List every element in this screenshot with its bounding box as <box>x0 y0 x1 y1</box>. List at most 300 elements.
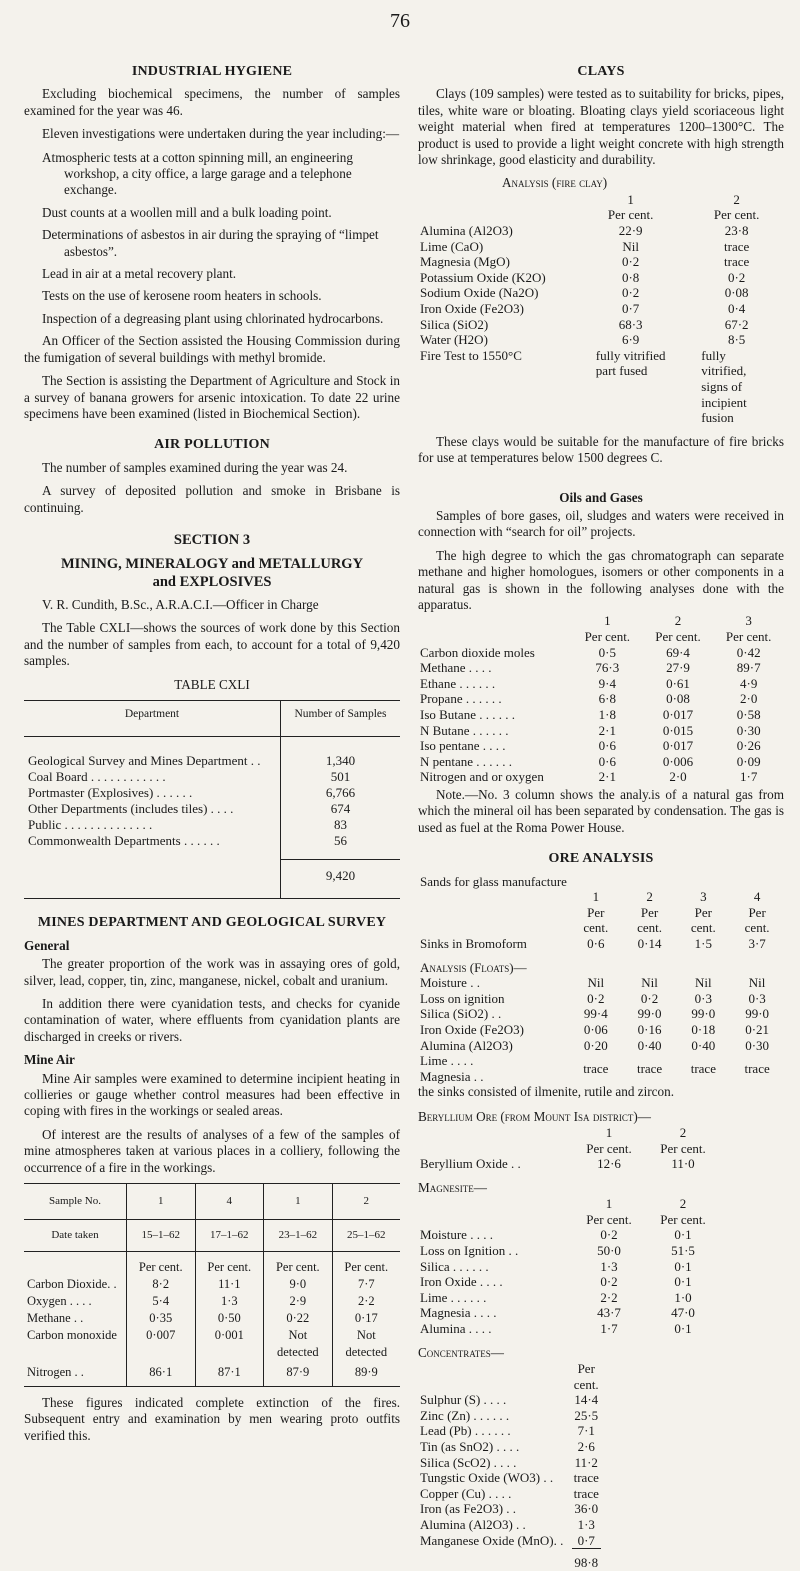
investigation-item: Determinations of asbestos in air during the spraying of “limpet asbestos”. <box>42 227 379 259</box>
sample-no: 2 <box>332 1184 400 1220</box>
cell: 51·5 <box>671 1243 695 1259</box>
cell: 0·2 <box>727 269 746 285</box>
oils-p2: The high degree to which the gas chromatograph can separate methane and higher homologues, isomers or other components in a natural gas is shown in the following analyses done with the apparatus. <box>418 547 784 612</box>
sands-table <box>418 874 784 1085</box>
cell: 1·7 <box>739 769 758 785</box>
cell: 0·7 <box>572 1533 601 1549</box>
table-row <box>24 1327 400 1344</box>
cell: 0·7 <box>621 301 640 316</box>
unit-label: Per cent. <box>660 1140 706 1156</box>
cell: 0·30 <box>736 722 761 738</box>
col-header: 2 <box>733 191 740 207</box>
cell: 0·58 <box>736 706 761 722</box>
cell: 2·0 <box>739 691 758 707</box>
col-header: 2 <box>674 613 682 629</box>
section-3-p1: The Table CXLI—shows the sources of work done by this Section and the number of samples from each, to account for a total of 9,420 samples. <box>24 620 400 669</box>
row-label: Water (H2O) <box>420 332 488 348</box>
unit-label: cent. <box>583 920 609 936</box>
table-cxli <box>24 700 400 899</box>
page-number: 76 <box>390 10 410 32</box>
table-row <box>418 270 784 286</box>
col-number-of-samples: Number of Samples <box>281 700 401 736</box>
cell: 99·0 <box>691 1006 716 1022</box>
cell <box>195 1344 264 1361</box>
unit-label: Per cent. <box>195 1252 264 1277</box>
investigation-item: Atmospheric tests at a cotton spinning mill, an engineering workshop, a city office, a large garage and a telephone exchange. <box>42 149 353 198</box>
date-taken: 25–1–62 <box>332 1220 400 1252</box>
table-row <box>24 1276 400 1293</box>
cell: 0·61 <box>666 675 690 691</box>
cell: 0·08 <box>666 691 690 707</box>
industrial-p3: An Officer of the Section assisted the Housing Commission during the fumigation of several buildings with methyl bromide. <box>24 333 400 365</box>
samples-cell: 56 <box>281 833 401 860</box>
row-label: Methane . . . . <box>420 660 492 676</box>
row-label: Tin (as SnO2) . . . . <box>420 1439 520 1454</box>
investigation-item: Lead in air at a metal recovery plant. <box>42 266 237 282</box>
cell: 0·30 <box>745 1037 770 1053</box>
beryllium-label: Beryllium Ore (from Mount Isa district)— <box>418 1108 651 1124</box>
table-cxli-title: TABLE CXLI <box>174 676 250 692</box>
row-label: Zinc (Zn) . . . . . . <box>420 1407 510 1423</box>
table-row <box>418 1274 784 1290</box>
table-row <box>418 1243 784 1259</box>
cell: 50·0 <box>597 1243 621 1259</box>
unit-label: Per cent. <box>607 207 654 223</box>
table-row <box>418 691 784 707</box>
concentrates-label: Concentrates— <box>418 1344 504 1360</box>
cell: 86·1 <box>127 1361 196 1387</box>
row-label: N Butane . . . . . . <box>420 722 509 738</box>
samples-cell: 83 <box>281 817 401 833</box>
mines-p3: Mine Air samples were examined to determine incipient heating in collieries or gauge whether control measures had been effective in coping with fires in the workings or sealed areas. <box>24 1070 400 1119</box>
officer-in-charge: V. R. Cundith, B.Sc., A.R.A.C.I.—Officer in Charge <box>42 596 319 612</box>
cell: 2·1 <box>598 769 616 785</box>
row-label: Moisture . . <box>420 975 480 991</box>
cell: 1·7 <box>600 1321 618 1337</box>
table-row <box>418 1392 784 1408</box>
sample-no-header: Sample No. <box>24 1184 127 1220</box>
row-label: Silica (ScO2) . . . . <box>420 1454 517 1470</box>
row-label: Oxygen . . . . <box>27 1294 92 1309</box>
cell: 0·26 <box>736 738 761 754</box>
row-label: Lead (Pb) . . . . . . <box>420 1423 511 1439</box>
cell: 0·40 <box>637 1037 662 1053</box>
cell: 2·0 <box>669 769 687 785</box>
cell: 6·8 <box>598 691 616 707</box>
row-label <box>24 1344 127 1361</box>
cell: 0·2 <box>587 990 605 1006</box>
samples-total: 9,420 <box>281 860 401 899</box>
cell: trace <box>690 1060 716 1076</box>
cell: trace <box>636 1060 663 1076</box>
mines-department-heading: MINES DEPARTMENT AND GEOLOGICAL SURVEY <box>37 915 387 931</box>
unit-label: Per cent. <box>655 629 701 644</box>
clays-heading: CLAYS <box>577 64 625 79</box>
table-row <box>24 1361 400 1387</box>
row-label: Beryllium Oxide . . <box>420 1156 521 1172</box>
cell: 0·2 <box>600 1274 618 1290</box>
cell: 2·2 <box>600 1289 618 1305</box>
table-row <box>418 1455 784 1471</box>
cell: 0·2 <box>621 285 640 301</box>
table-row <box>418 1259 784 1275</box>
cell: Nil <box>641 975 658 991</box>
col-header: 2 <box>679 1125 687 1141</box>
cell: trace <box>573 1470 599 1486</box>
row-label: Iso pentane . . . . <box>420 738 506 754</box>
row-label: Sinks in Bromoform <box>420 935 527 951</box>
cell: 0·007 <box>127 1327 196 1344</box>
row-label: Lime . . . . <box>420 1053 474 1069</box>
cell: 0·3 <box>748 990 766 1006</box>
cell: 43·7 <box>597 1305 621 1321</box>
cell: 27·9 <box>666 660 690 676</box>
cell: 8·2 <box>127 1276 196 1293</box>
table-row <box>24 1344 400 1361</box>
cell: 3·7 <box>748 935 766 951</box>
table-row <box>418 991 784 1007</box>
fire-result: fully <box>701 347 726 363</box>
cell: detected <box>332 1344 400 1361</box>
row-label: Carbon monoxide <box>27 1328 117 1343</box>
row-label: Copper (Cu) . . . . <box>420 1485 512 1501</box>
cell: 1·3 <box>195 1293 264 1310</box>
cell: 0·5 <box>598 644 616 660</box>
air-p1: The number of samples examined during the year was 24. <box>42 459 348 475</box>
sample-no: 1 <box>264 1184 333 1220</box>
col-header: 1 <box>604 613 611 629</box>
table-row <box>418 1408 784 1424</box>
cell: Not <box>264 1327 333 1344</box>
cell: Nil <box>587 975 605 991</box>
unit-label: Per cent. <box>725 629 772 644</box>
row-label: Silica (SiO2) . . <box>420 1006 502 1022</box>
beryllium-table <box>418 1125 784 1172</box>
cell: 7·7 <box>332 1276 400 1293</box>
row-label: Iso Butane . . . . . . <box>420 706 515 722</box>
table-row <box>418 676 784 692</box>
unit-label: Per cent. <box>573 1361 599 1392</box>
cell: 0·2 <box>621 254 640 270</box>
cell: 76·3 <box>595 660 620 676</box>
concentrates-table <box>418 1361 784 1571</box>
table-row <box>418 975 784 991</box>
cell: 0·3 <box>694 990 713 1006</box>
cell: 0·18 <box>691 1021 716 1037</box>
unit-label: cent. <box>744 920 770 936</box>
row-label: Nitrogen and or oxygen <box>420 769 544 785</box>
cell: 0·17 <box>332 1310 400 1327</box>
col-header: 2 <box>646 889 653 905</box>
cell: 8·5 <box>727 332 746 348</box>
table-row <box>418 223 784 239</box>
table-row <box>418 645 784 661</box>
sample-no: 4 <box>195 1184 264 1220</box>
row-label: Magnesia . . <box>420 1068 484 1084</box>
cell: 1·5 <box>694 935 713 951</box>
table-row <box>418 1423 784 1439</box>
section-3-subheading: MINING, MINERALOGY and METALLURGY <box>60 555 364 572</box>
cell: trace <box>724 238 750 254</box>
cell: trace <box>724 254 750 270</box>
clay-analysis-label: Analysis (fire clay) <box>502 175 608 191</box>
fire-result: vitrified, <box>701 363 747 379</box>
row-label: Sodium Oxide (Na2O) <box>420 285 539 301</box>
row-label: Alumina . . . . <box>420 1321 492 1337</box>
cell: 0·001 <box>195 1327 264 1344</box>
dept-cell: Public . . . . . . . . . . . . . . <box>28 817 153 833</box>
table-row <box>418 1022 784 1038</box>
table-row <box>418 254 784 270</box>
cell: 0·08 <box>724 285 749 301</box>
cell: 9·0 <box>264 1276 333 1293</box>
cell: trace <box>583 1060 609 1076</box>
fire-result: signs of <box>701 378 743 394</box>
row-label: Methane . . <box>27 1311 84 1326</box>
cell: 89·9 <box>332 1361 400 1387</box>
row-label: Propane . . . . . . <box>420 691 502 707</box>
cell: 0·6 <box>587 935 605 951</box>
cell: 0·1 <box>674 1274 692 1290</box>
col-header: 1 <box>627 191 634 207</box>
cell: 4·9 <box>739 675 758 691</box>
unit-label: Per <box>640 904 659 920</box>
mines-p1: The greater proportion of the work was in assaying ores of gold, silver, lead, copper, tin, zinc, manganese, nickel, cobalt and uranium. <box>24 956 400 988</box>
cell: 47·0 <box>671 1305 695 1321</box>
table-row <box>418 1290 784 1306</box>
row-label: Moisture . . . . <box>420 1227 493 1243</box>
row-label: Fire Test to 1550°C <box>420 347 522 363</box>
cell: 5·4 <box>127 1293 196 1310</box>
col-header: 4 <box>753 889 761 905</box>
row-label: Lime . . . . . . <box>420 1289 487 1305</box>
cell: 0·50 <box>195 1310 264 1327</box>
col-header: 3 <box>700 889 707 905</box>
date-taken-header: Date taken <box>24 1220 127 1252</box>
cell: 0·09 <box>736 753 761 769</box>
samples-cell: 674 <box>281 801 401 817</box>
cell: 0·6 <box>598 753 616 769</box>
unit-label: cent. <box>637 920 663 936</box>
table-row <box>418 239 784 255</box>
cell: 89·7 <box>736 660 761 676</box>
table-row <box>418 660 784 676</box>
dept-cell: Commonwealth Departments . . . . . . <box>28 833 220 849</box>
cell: 68·3 <box>618 316 643 332</box>
cell: 11·0 <box>671 1156 695 1172</box>
table-row <box>418 285 784 301</box>
mines-p4: Of interest are the results of analyses of a few of the samples of mine atmospheres taken at various places in a colliery, following the occurrence of a fire in the workings. <box>24 1126 400 1175</box>
dept-cell: Geological Survey and Mines Department . . <box>28 753 261 769</box>
table-row <box>418 301 784 317</box>
cell: 0·1 <box>674 1258 692 1274</box>
row-label: Loss on Ignition . . <box>420 1243 519 1259</box>
table-row <box>418 317 784 333</box>
cell: 87·1 <box>195 1361 264 1387</box>
cell: 0·22 <box>264 1310 333 1327</box>
fire-result: incipient <box>701 394 747 410</box>
cell: 0·16 <box>637 1021 662 1037</box>
dept-cell: Portmaster (Explosives) . . . . . . <box>28 785 193 801</box>
cell: 0·6 <box>598 738 616 754</box>
date-taken: 23–1–62 <box>264 1220 333 1252</box>
table-row <box>418 1439 784 1455</box>
magnesite-label: Magnesite— <box>418 1179 487 1195</box>
table-row <box>418 1533 784 1549</box>
mine-air-heading: Mine Air <box>24 1052 75 1068</box>
row-label: Iron Oxide . . . . <box>420 1274 503 1290</box>
row-label: Silica . . . . . . <box>420 1258 489 1274</box>
row-label: Sulphur (S) . . . . <box>420 1392 507 1408</box>
cell: 1·3 <box>577 1516 595 1532</box>
air-p2: A survey of deposited pollution and smoke in Brisbane is continuing. <box>24 483 400 515</box>
table-row <box>418 738 784 754</box>
cell: 87·9 <box>264 1361 333 1387</box>
row-label: Lime (CaO) <box>420 238 484 254</box>
cell: 99·4 <box>583 1006 608 1022</box>
unit-label: Per cent. <box>264 1252 333 1277</box>
row-label: Alumina (Al2O3) <box>420 223 513 239</box>
mine-air-table <box>24 1183 400 1387</box>
cell: 99·0 <box>637 1006 662 1022</box>
table-row <box>418 1038 784 1054</box>
cell: Not <box>332 1327 400 1344</box>
table-row <box>418 723 784 739</box>
row-label: Carbon Dioxide. . <box>27 1277 117 1292</box>
table-row <box>418 1501 784 1517</box>
table-row <box>418 332 784 348</box>
cell: 1·3 <box>600 1258 618 1274</box>
cell: 0·4 <box>727 301 746 316</box>
table-row <box>418 1470 784 1486</box>
col-department: Department <box>24 700 281 736</box>
cell: detected <box>264 1344 333 1361</box>
fire-result: part fused <box>595 363 648 379</box>
mines-p5: These figures indicated complete extinction of the fires. Subsequent entry and examination by men wearing proto outfits verified this. <box>24 1395 400 1443</box>
col-header: 3 <box>745 613 752 629</box>
samples-cell: 6,766 <box>281 785 401 801</box>
table-row <box>418 1517 784 1533</box>
cell: 22·9 <box>618 223 643 239</box>
cell: 0·8 <box>621 269 640 285</box>
cell: 11·2 <box>574 1454 598 1470</box>
unit-label: Per cent. <box>127 1252 196 1277</box>
air-pollution-heading: AIR POLLUTION <box>154 437 270 453</box>
oils-p1: Samples of bore gases, oil, sludges and waters were received in connection with “search for oil” projects. <box>418 507 784 540</box>
dept-cell: Other Departments (includes tiles) . . . . <box>28 801 234 817</box>
unit-label: Per cent. <box>586 1211 632 1227</box>
industrial-p2: Eleven investigations were undertaken during the year including:— <box>42 126 400 142</box>
row-label: Ethane . . . . . . <box>420 675 496 691</box>
cell: 2·9 <box>264 1293 333 1310</box>
cell: 0·017 <box>662 738 694 754</box>
cell: 0·2 <box>640 990 659 1006</box>
row-label: Alumina (Al2O3) <box>420 1037 513 1053</box>
cell: 2·2 <box>332 1293 400 1310</box>
cell: 0·35 <box>127 1310 196 1327</box>
unit-label: Per cent. <box>332 1252 400 1277</box>
oils-gases-heading: Oils and Gases <box>559 489 643 505</box>
sands-label: Sands for glass manufacture <box>420 873 567 889</box>
cell: Nil <box>622 238 639 254</box>
row-label: Tungstic Oxide (WO3) . . <box>420 1470 554 1486</box>
table-row <box>418 348 784 426</box>
cell: 1·8 <box>598 706 616 722</box>
table-row <box>418 1486 784 1502</box>
unit-label: Per <box>748 904 766 920</box>
row-label: Magnesia . . . . <box>420 1305 497 1321</box>
cell: Nil <box>748 975 766 991</box>
row-label: Iron Oxide (Fe2O3) <box>420 1021 524 1037</box>
table-row <box>418 1227 784 1243</box>
cell: 25·5 <box>574 1407 599 1423</box>
industrial-p1: Excluding biochemical specimens, the number of samples examined for the year was 46. <box>24 86 400 118</box>
magnesite-table <box>418 1196 784 1336</box>
section-3-subheading-2: and EXPLOSIVES <box>152 573 272 590</box>
clays-p1: Clays (109 samples) were tested as to suitability for bricks, pipes, tiles, white ware or bloating. Bloating clays yield scoriaceous light weight material when fired at temperatures 1200–1300°C. The product is used to provide a light weight concrete with high strength low shrinkage, good elasticity and durability. <box>418 86 784 168</box>
cell: 0·017 <box>662 706 694 722</box>
row-label: Nitrogen . . <box>27 1365 84 1380</box>
cell: 0·006 <box>662 753 694 769</box>
cell: 11·1 <box>195 1276 264 1293</box>
right-column <box>418 64 784 1571</box>
cell: 0·40 <box>691 1037 716 1053</box>
row-label: Magnesia (MgO) <box>420 254 510 270</box>
cell: 0·1 <box>674 1321 692 1337</box>
table-row <box>24 1310 400 1327</box>
date-taken: 17–1–62 <box>195 1220 264 1252</box>
cell: 2·6 <box>577 1439 595 1454</box>
cell: Nil <box>695 975 712 991</box>
cell: 23·8 <box>724 223 749 239</box>
table-row <box>418 1321 784 1337</box>
unit-label: Per <box>587 904 605 920</box>
fire-result: fully vitrified <box>595 347 666 363</box>
gas-analysis-table <box>418 613 784 785</box>
fire-result: fusion <box>701 410 734 426</box>
cell: 7·1 <box>577 1423 595 1439</box>
table-row <box>418 754 784 770</box>
cell: 0·42 <box>736 644 761 660</box>
row-label: Carbon dioxide moles <box>420 644 535 660</box>
unit-label: Per cent. <box>584 629 631 644</box>
row-label: Iron (as Fe2O3) . . <box>420 1501 517 1517</box>
cell: 0·015 <box>662 722 694 738</box>
table-row <box>418 936 784 952</box>
row-label: Alumina (Al2O3) . . <box>420 1516 526 1532</box>
cell: trace <box>744 1060 770 1076</box>
mines-p2: In addition there were cyanidation tests, and checks for cyanide contamination of water, where effluents from cyanidation plants are discharged in creeks or rivers. <box>24 996 400 1044</box>
cell <box>127 1344 196 1361</box>
cell: 0·20 <box>583 1037 608 1053</box>
floats-label: Analysis (Floats)— <box>420 959 527 975</box>
table-row <box>418 769 784 785</box>
cell: 6·9 <box>621 332 640 348</box>
unit-label: cent. <box>690 920 716 936</box>
date-taken: 15–1–62 <box>127 1220 196 1252</box>
cell: 12·6 <box>597 1156 621 1172</box>
row-label: Iron Oxide (Fe2O3) <box>420 301 524 316</box>
cell: 1·0 <box>674 1289 692 1305</box>
section-3-heading: SECTION 3 <box>173 531 251 548</box>
investigation-item: Inspection of a degreasing plant using chlorinated hydrocarbons. <box>42 310 384 326</box>
col-header: 2 <box>679 1196 687 1212</box>
ore-analysis-heading: ORE ANALYSIS <box>548 851 654 867</box>
col-header: 1 <box>592 889 600 905</box>
clay-analysis-table <box>418 192 784 426</box>
unit-label: Per cent. <box>586 1140 632 1156</box>
cell: 14·4 <box>574 1392 599 1408</box>
